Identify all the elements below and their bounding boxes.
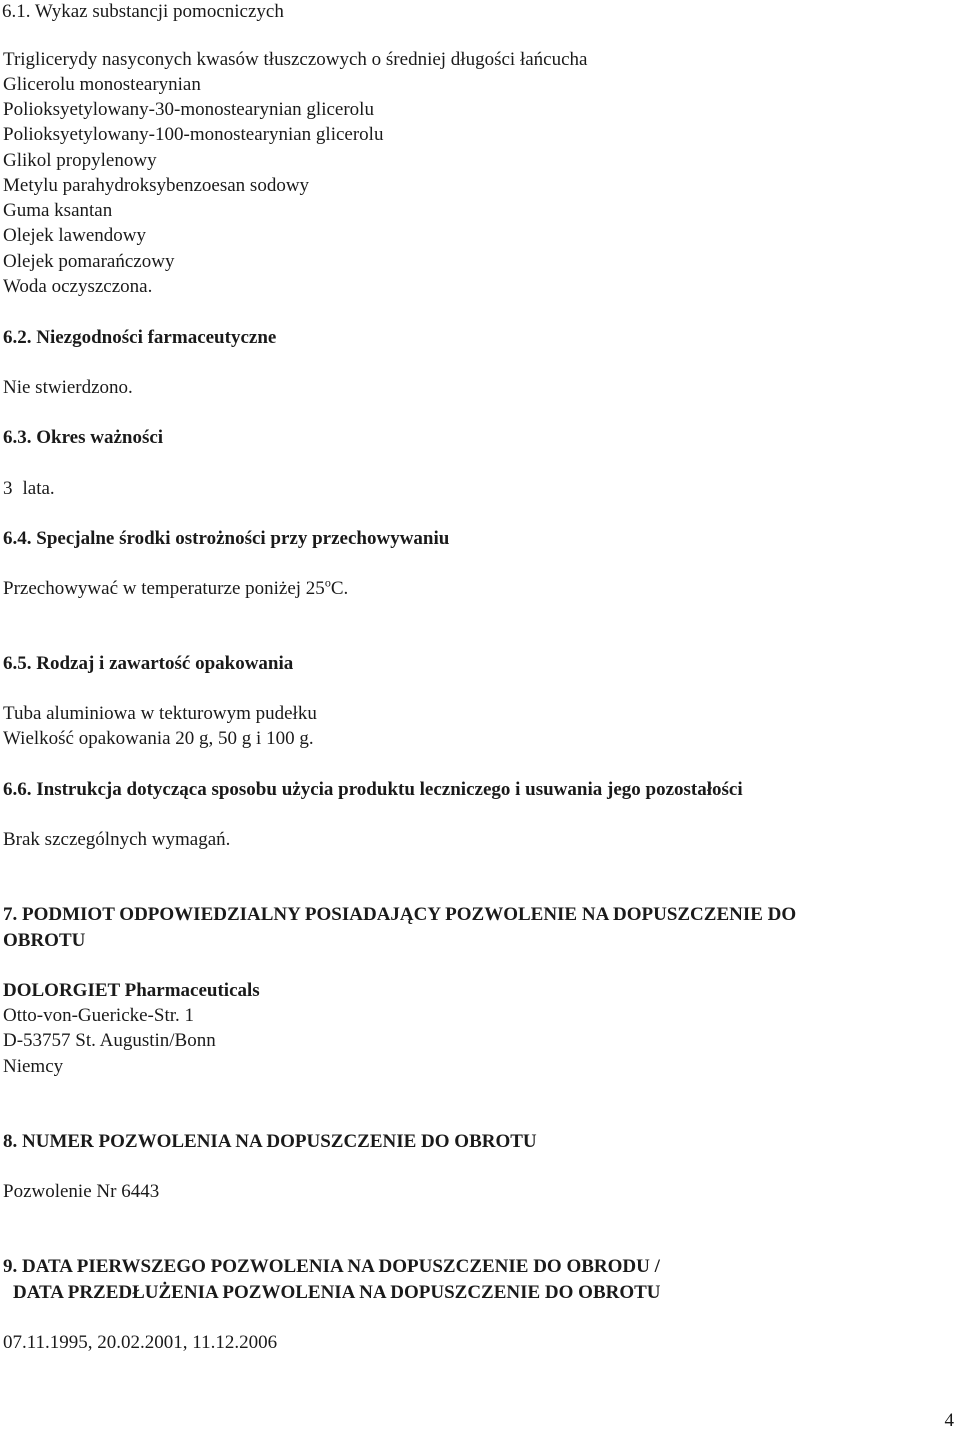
company-street: Otto-von-Guericke-Str. 1: [3, 1005, 195, 1026]
section-6-6-heading: 6.6. Instrukcja dotycząca sposobu użycia produktu leczniczego i usuwania jego pozostałości: [3, 779, 743, 800]
shelf-life-unit: lata.: [22, 478, 55, 499]
packaging-line-2: Wielkość opakowania 20 g, 50 g i 100 g.: [3, 728, 314, 749]
packaging-line-1: Tuba aluminiowa w tekturowym pudełku: [3, 703, 317, 724]
section-7-heading-line-1: 7. PODMIOT ODPOWIEDZIALNY POSIADAJĄCY POZWOLENIE NA DOPUSZCZENIE DO: [3, 904, 797, 925]
permit-number: Pozwolenie Nr 6443: [3, 1181, 160, 1202]
storage-text: [3, 577, 348, 601]
section-6-5-heading: 6.5. Rodzaj i zawartość opakowania: [3, 653, 294, 674]
section-6-6-text: Brak szczególnych wymagań.: [3, 829, 231, 850]
section-9-heading-line-2: DATA PRZEDŁUŻENIA POZWOLENIA NA DOPUSZCZENIE DO OBROTU: [13, 1282, 661, 1303]
authorization-dates: 07.11.1995, 20.02.2001, 11.12.2006: [3, 1332, 278, 1353]
section-6-1-heading: 6.1. Wykaz substancji pomocniczych: [2, 1, 284, 22]
excipient-item: Olejek pomarańczowy: [3, 251, 175, 272]
section-6-2-text: Nie stwierdzono.: [3, 377, 133, 398]
section-9-heading-line-1: 9. DATA PIERWSZEGO POZWOLENIA NA DOPUSZCZENIE DO OBRODU /: [3, 1256, 660, 1277]
excipient-item: Woda oczyszczona.: [3, 276, 153, 297]
storage-text-main: Przechowywać w temperaturze poniżej 25: [3, 578, 325, 599]
excipient-item: Guma ksantan: [3, 200, 113, 221]
shelf-life: [3, 477, 55, 501]
company-city: D-53757 St. Augustin/Bonn: [3, 1030, 216, 1051]
page-number: 4: [944, 1410, 954, 1431]
excipient-item: Glikol propylenowy: [3, 150, 157, 171]
company-country: Niemcy: [3, 1056, 64, 1077]
section-6-3-heading: 6.3. Okres ważności: [3, 427, 164, 448]
section-6-4-heading: 6.4. Specjalne środki ostrożności przy przechowywaniu: [3, 528, 450, 549]
shelf-life-number: 3: [3, 478, 13, 499]
degree-superscript: o: [324, 575, 331, 590]
excipient-item: Metylu parahydroksybenzoesan sodowy: [3, 175, 310, 196]
section-6-2-heading: 6.2. Niezgodności farmaceutyczne: [3, 327, 277, 348]
company-name: DOLORGIET Pharmaceuticals: [3, 980, 260, 1001]
excipient-item: Triglicerydy nasyconych kwasów tłuszczowych o średniej długości łańcucha: [3, 49, 588, 70]
section-7-heading-line-2: OBROTU: [3, 930, 86, 951]
excipient-item: Glicerolu monostearynian: [3, 74, 201, 95]
excipient-item: Polioksyetylowany-100-monostearynian glicerolu: [3, 124, 384, 145]
excipient-item: Polioksyetylowany-30-monostearynian glicerolu: [3, 99, 374, 120]
section-8-heading: 8. NUMER POZWOLENIA NA DOPUSZCZENIE DO OBROTU: [3, 1131, 537, 1152]
excipient-item: Olejek lawendowy: [3, 225, 146, 246]
storage-text-unit: C.: [330, 578, 349, 599]
